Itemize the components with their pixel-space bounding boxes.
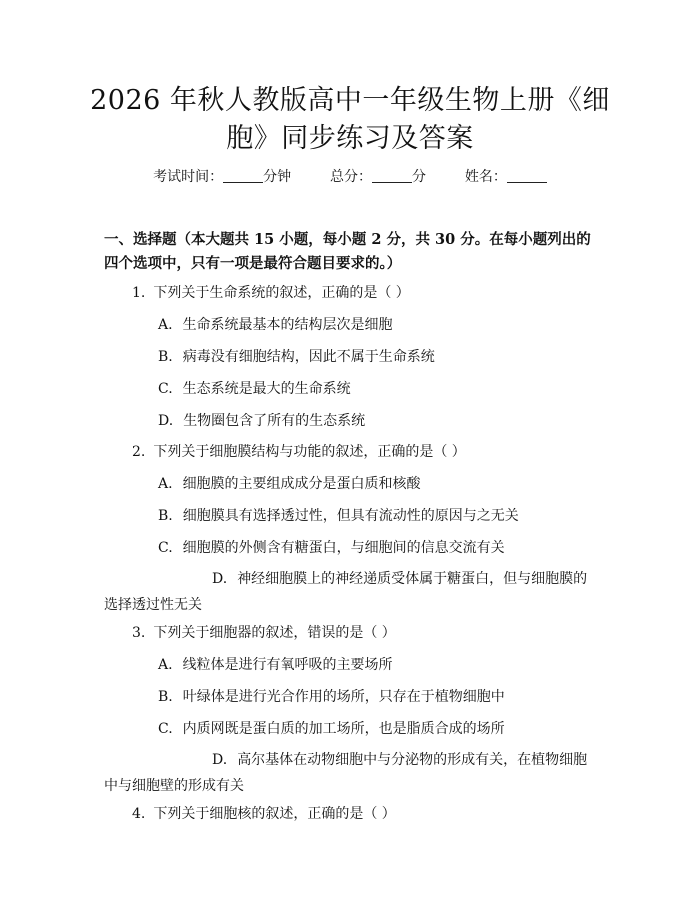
question-number: 3. — [132, 625, 146, 641]
option-letter: A. — [158, 476, 173, 492]
question-number: 4. — [132, 806, 146, 822]
option-letter: A. — [158, 657, 173, 673]
option-2a — [158, 473, 598, 495]
option-text: 生态系统是最大的生命系统 — [182, 381, 351, 397]
time-blank — [223, 168, 263, 183]
option-letter: D. — [212, 571, 228, 587]
option-text: 生物圈包含了所有的生态系统 — [183, 413, 366, 429]
option-text: 神经细胞膜上的神经递质受体属于糖蛋白，但与细胞膜的选择透过性无关 — [104, 571, 588, 613]
time-label: 考试时间： — [153, 169, 224, 185]
question-3 — [132, 622, 602, 644]
option-1c — [158, 378, 598, 400]
time-unit: 分钟 — [263, 169, 292, 185]
score-unit: 分 — [412, 169, 426, 185]
exam-info — [0, 166, 700, 188]
title-line-1: 2026 年秋人教版高中一年级生物上册《细 — [90, 85, 610, 116]
option-letter: B. — [158, 349, 173, 365]
option-letter: C. — [158, 721, 173, 737]
option-letter: B. — [158, 689, 173, 705]
question-stem: 下列关于细胞器的叙述，错误的是（ ） — [153, 625, 396, 641]
option-letter: C. — [158, 540, 173, 556]
option-1b — [158, 346, 598, 368]
question-number: 2. — [132, 444, 146, 460]
option-text: 线粒体是进行有氧呼吸的主要场所 — [182, 657, 393, 673]
name-label: 姓名： — [464, 169, 507, 185]
question-stem: 下列关于细胞膜结构与功能的叙述，正确的是（ ） — [153, 444, 466, 460]
option-3b — [158, 686, 598, 708]
option-3a — [158, 654, 598, 676]
option-text: 细胞膜的主要组成成分是蛋白质和核酸 — [182, 476, 421, 492]
option-letter: A. — [158, 317, 173, 333]
option-1d — [158, 410, 598, 432]
option-2c — [158, 537, 598, 559]
option-3c — [158, 718, 598, 740]
question-2 — [132, 441, 602, 463]
option-text: 高尔基体在动物细胞中与分泌物的形成有关，在植物细胞中与细胞壁的形成有关 — [104, 752, 588, 794]
document-title — [90, 82, 610, 158]
question-1 — [132, 282, 602, 304]
title-line-2: 胞》同步练习及答案 — [226, 123, 474, 154]
option-1a — [158, 314, 598, 336]
option-text: 病毒没有细胞结构，因此不属于生命系统 — [182, 349, 435, 365]
option-text: 生命系统最基本的结构层次是细胞 — [182, 317, 393, 333]
question-number: 1. — [132, 285, 146, 301]
option-text: 叶绿体是进行光合作用的场所，只存在于植物细胞中 — [182, 689, 505, 705]
option-3d — [104, 747, 594, 799]
question-stem: 下列关于细胞核的叙述，正确的是（ ） — [153, 806, 396, 822]
option-letter: B. — [158, 508, 173, 524]
score-label: 总分： — [330, 169, 372, 185]
question-stem: 下列关于生命系统的叙述，正确的是（ ） — [153, 285, 410, 301]
option-letter: D. — [212, 752, 228, 768]
option-text: 细胞膜具有选择透过性，但具有流动性的原因与之无关 — [182, 508, 519, 524]
option-text: 内质网既是蛋白质的加工场所，也是脂质合成的场所 — [182, 721, 505, 737]
question-4 — [132, 803, 602, 825]
section-heading: 一、选择题（本大题共 15 小题，每小题 2 分，共 30 分。在每小题列出的四个选项中，只有一项是最符合题目要求的。） — [104, 231, 591, 272]
option-letter: D. — [158, 413, 174, 429]
option-2d — [104, 566, 594, 618]
option-letter: C. — [158, 381, 173, 397]
option-text: 细胞膜的外侧含有糖蛋白，与细胞间的信息交流有关 — [182, 540, 505, 556]
score-blank — [372, 168, 412, 183]
option-2b — [158, 505, 598, 527]
name-blank — [507, 168, 547, 183]
